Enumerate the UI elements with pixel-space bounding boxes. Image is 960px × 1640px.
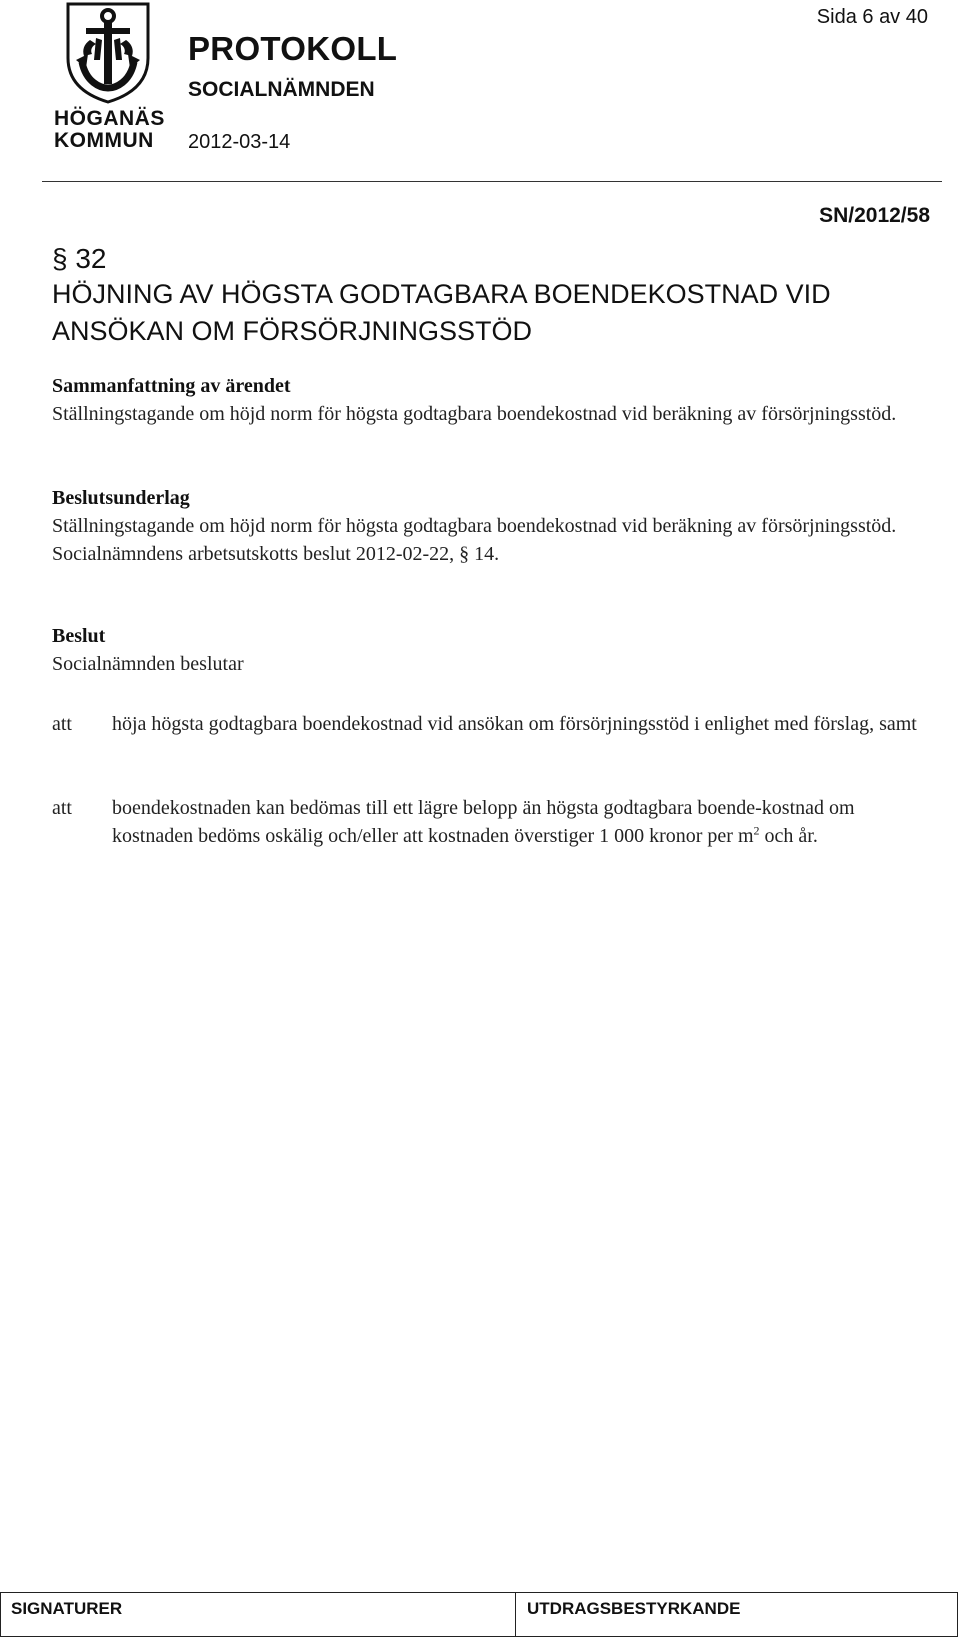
decision-item-text: höja högsta godtagbara boendekostnad vid ansökan om försörjningsstöd i enlighet med förslag, samt bbox=[112, 713, 917, 735]
signature-divider bbox=[515, 1593, 516, 1636]
basis-heading: Beslutsunderlag bbox=[52, 487, 190, 509]
superscript: 2 bbox=[753, 823, 760, 838]
page-title bbox=[52, 276, 912, 350]
basis-line: Socialnämndens arbetsutskotts beslut 2012-02-22, § 14. bbox=[52, 543, 500, 565]
title-line: ANSÖKAN OM FÖRSÖRJNINGSSTÖD bbox=[52, 316, 533, 346]
decision-section bbox=[52, 622, 922, 678]
summary-text: Ställningstagande om höjd norm för högsta godtagbara boendekostnad vid beräkning av försörjningsstöd. bbox=[52, 403, 897, 425]
basis-line: Ställningstagande om höjd norm för högsta godtagbara boendekostnad vid beräkning av försörjningsstöd. bbox=[52, 515, 897, 537]
basis-section bbox=[52, 484, 922, 568]
summary-heading: Sammanfattning av ärendet bbox=[52, 375, 291, 397]
title-line: HÖJNING AV HÖGSTA GODTAGBARA BOENDEKOSTNAD VID bbox=[52, 279, 831, 309]
certification-label: UTDRAGSBESTYRKANDE bbox=[527, 1599, 741, 1618]
decision-item-label: att bbox=[52, 713, 72, 735]
document-type: PROTOKOLL bbox=[188, 30, 398, 67]
page-number: Sida 6 av 40 bbox=[816, 6, 928, 28]
decision-heading: Beslut bbox=[52, 625, 106, 647]
coat-of-arms-icon bbox=[52, 0, 164, 104]
decision-intro: Socialnämnden beslutar bbox=[52, 653, 244, 675]
organization-name: SOCIALNÄMNDEN bbox=[188, 78, 375, 101]
header-divider bbox=[42, 181, 942, 182]
signatures-label: SIGNATURER bbox=[11, 1599, 123, 1618]
signature-box bbox=[0, 1592, 958, 1637]
hoganas-kommun-logo bbox=[52, 0, 164, 156]
summary-section bbox=[52, 372, 922, 428]
logo-text-line: KOMMUN bbox=[54, 129, 154, 152]
decision-item-text bbox=[112, 794, 922, 850]
meeting-date: 2012-03-14 bbox=[188, 131, 291, 153]
paragraph-number: § 32 bbox=[52, 243, 107, 274]
logo-text bbox=[54, 108, 164, 152]
decision-item-label: att bbox=[52, 797, 72, 819]
decision-item-tail: och år. bbox=[759, 825, 818, 847]
logo-text-line: HÖGANÄS bbox=[54, 107, 165, 130]
decision-item-body: boendekostnaden kan bedömas till ett lägre belopp än högsta godtagbara boende-kostnad om kostnaden bedöms oskälig och/eller att kostnaden överstiger 1 000 kronor per m bbox=[112, 797, 855, 847]
case-number: SN/2012/58 bbox=[819, 204, 930, 227]
